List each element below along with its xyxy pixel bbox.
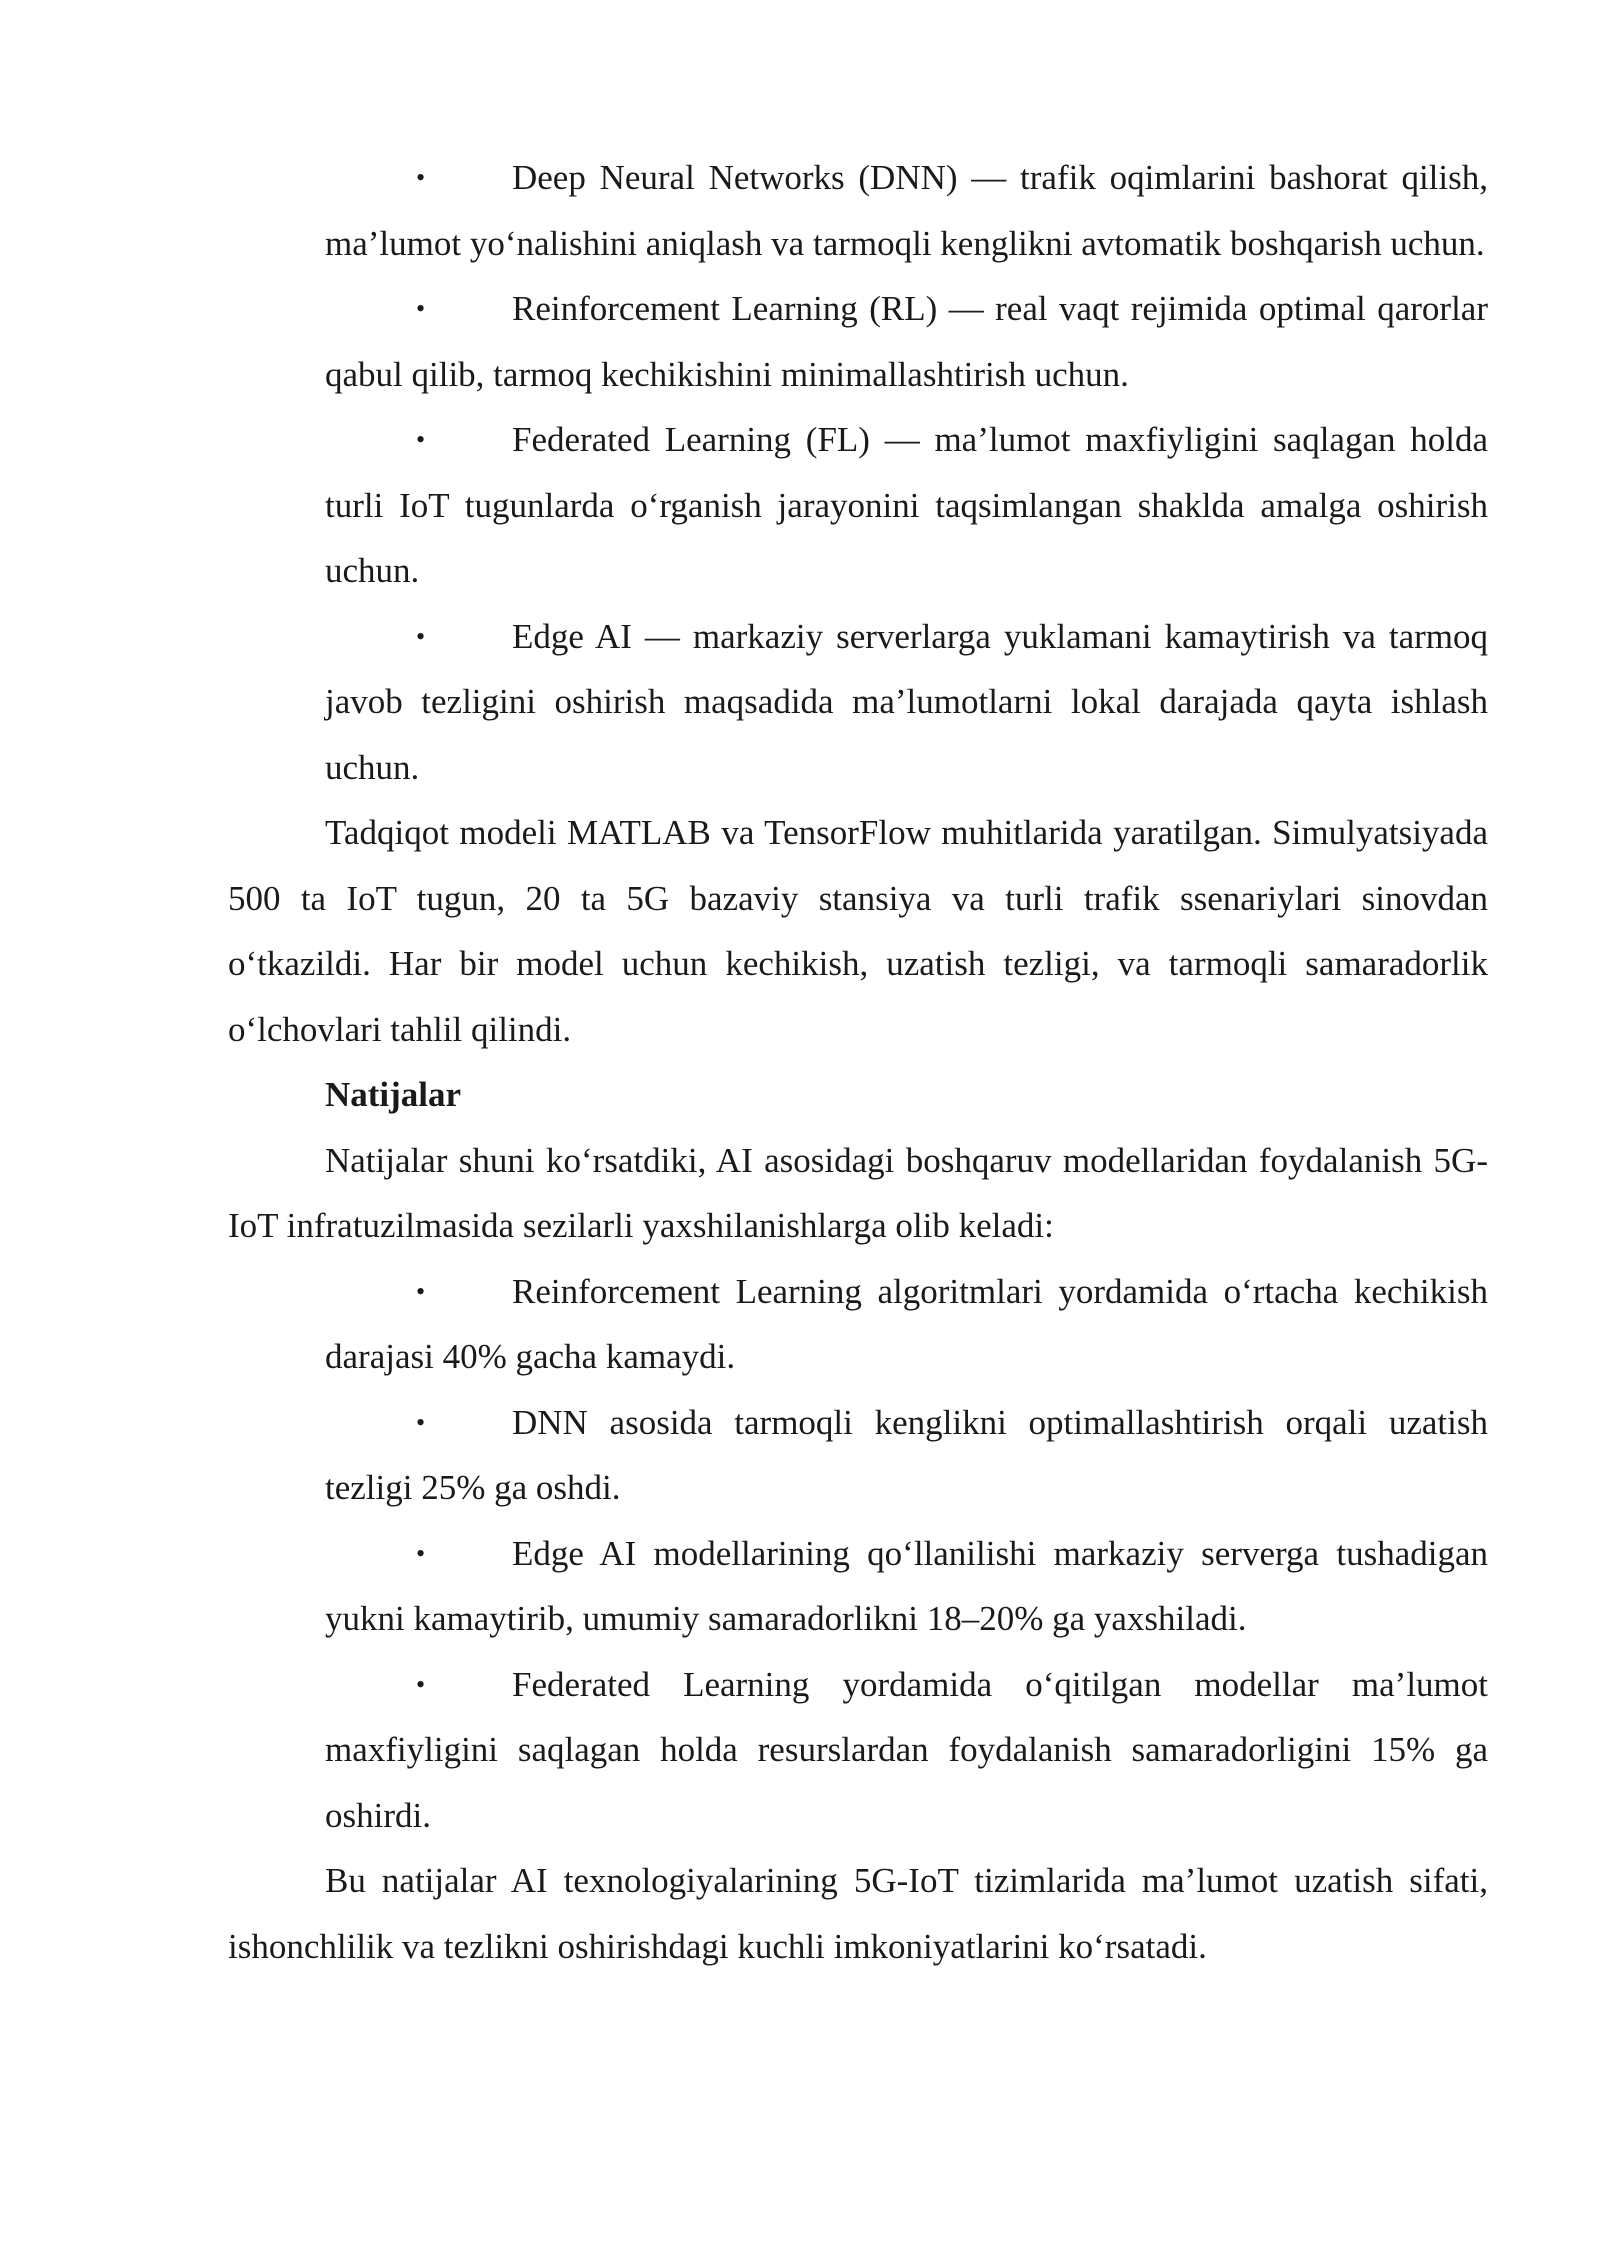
paragraph-results-intro: Natijalar shuni ko‘rsatdiki, AI asosidagi boshqaruv modellaridan foydalanish 5G-IoT infratuzilmasida sezilarli yaxshilanishlarga olib keladi: bbox=[228, 1140, 1488, 1245]
list-item-text: Edge AI modellarining qo‘llanilishi markaziy serverga tushadigan yukni kamaytirib, umumiy samaradorlikni 18–20% ga yaxshiladi. bbox=[325, 1533, 1488, 1638]
bullet-icon: • bbox=[416, 294, 426, 323]
list-item-text: Federated Learning (FL) — ma’lumot maxfiyligini saqlagan holda turli IoT tugunlarda o‘rganish jarayonini taqsimlangan shaklda amalga oshirish uchun. bbox=[325, 420, 1488, 590]
paragraph-conclusion: Bu natijalar AI texnologiyalarining 5G-IoT tizimlarida ma’lumot uzatish sifati, ishonchlilik va tezlikni oshirishdagi kuchli imkoniyatlarini ko‘rsatadi. bbox=[228, 1861, 1488, 1966]
document-body bbox=[228, 145, 1488, 1979]
list-item-result-dnn bbox=[325, 1390, 1488, 1521]
list-item-text: DNN asosida tarmoqli kenglikni optimallashtirish orqali uzatish tezligi 25% ga oshdi. bbox=[325, 1402, 1488, 1507]
list-item-text: Federated Learning yordamida o‘qitilgan modellar ma’lumot maxfiyligini saqlagan holda resurslardan foydalanish samaradorligini 15% ga oshirdi. bbox=[325, 1664, 1488, 1835]
list-item-result-edge-ai bbox=[325, 1521, 1488, 1652]
bullet-icon: • bbox=[416, 1407, 426, 1437]
list-item-rl bbox=[325, 276, 1488, 407]
list-item-text: Edge AI — markaziy serverlarga yuklamani kamaytirish va tarmoq javob tezligini oshirish maqsadida ma’lumotlarni lokal darajada qayta ishlash uchun. bbox=[325, 616, 1488, 787]
list-item-text: Reinforcement Learning (RL) — real vaqt rejimida optimal qarorlar qabul qilib, tarmoq kechikishini minimallashtirish uchun. bbox=[325, 289, 1488, 394]
list-item-fl bbox=[325, 407, 1488, 604]
list-item-text: Deep Neural Networks (DNN) — trafik oqimlarini bashorat qilish, ma’lumot yo‘nalishini aniqlash va tarmoqli kenglikni avtomatik boshqarish uchun. bbox=[325, 158, 1488, 263]
bullet-icon: • bbox=[416, 425, 426, 454]
section-heading-results: Natijalar bbox=[325, 1075, 462, 1114]
list-item-dnn bbox=[325, 145, 1488, 276]
bullet-icon: • bbox=[416, 621, 426, 651]
paragraph-model: Tadqiqot modeli MATLAB va TensorFlow muhitlarida yaratilgan. Simulyatsiyada 500 ta IoT tugun, 20 ta 5G bazaviy stansiya va turli trafik ssenariylari sinovdan o‘tkazildi. Har bir model uchun kechikish, uzatish tezligi, va tarmoqli samaradorlik o‘lchovlari tahlil qilindi. bbox=[228, 813, 1488, 1049]
list-item-result-rl bbox=[325, 1259, 1488, 1390]
list-item-edge-ai bbox=[325, 604, 1488, 801]
list-item-text: Reinforcement Learning algoritmlari yordamida o‘rtacha kechikish darajasi 40% gacha kamaydi. bbox=[325, 1271, 1488, 1376]
bullet-icon: • bbox=[416, 1669, 426, 1699]
bullet-icon: • bbox=[416, 1276, 426, 1306]
bullet-icon: • bbox=[416, 163, 426, 192]
list-item-result-fl bbox=[325, 1652, 1488, 1849]
bullet-icon: • bbox=[416, 1538, 426, 1568]
